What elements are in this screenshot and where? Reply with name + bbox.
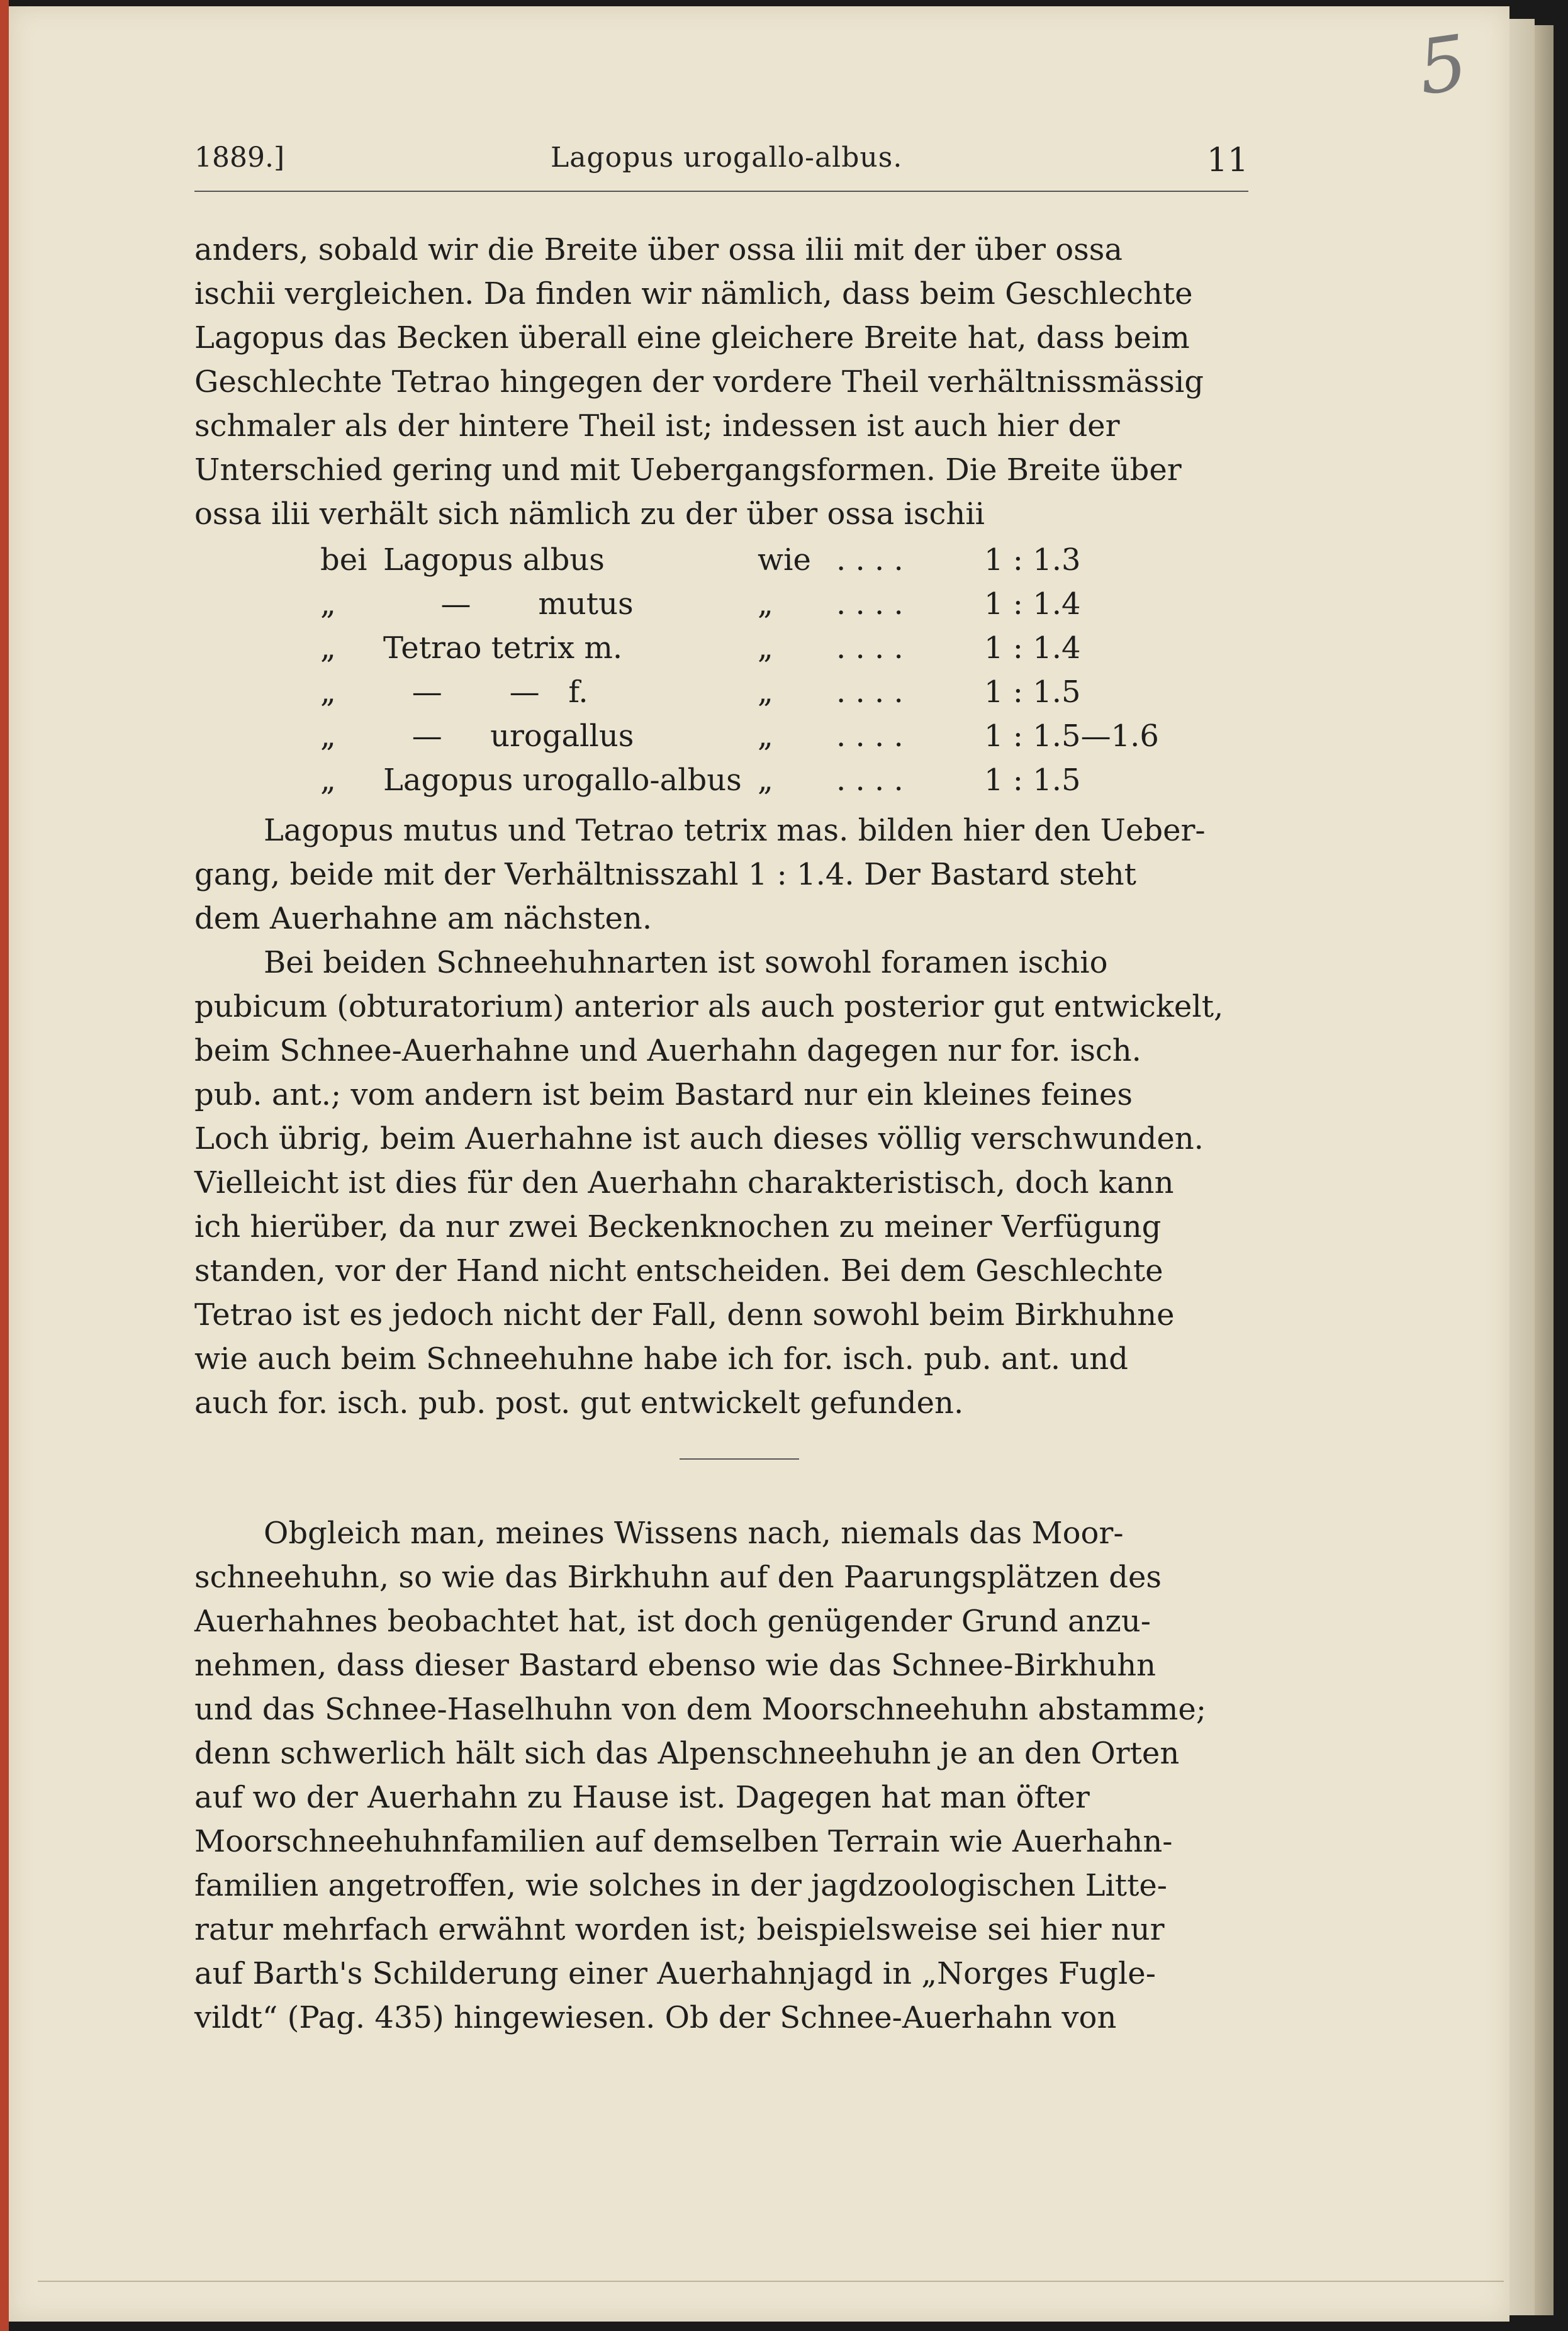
- text-line: nehmen, dass dieser Bastard ebenso wie das Schnee-Birkhuhn: [194, 1648, 1156, 1683]
- row-prefix: „: [320, 586, 336, 622]
- text-line: gang, beide mit der Verhältnisszahl 1 : 1.4. Der Bastard steht: [194, 857, 1136, 892]
- row-comparator: „: [758, 718, 773, 754]
- leader-dots: . . . .: [836, 718, 904, 754]
- text-line: denn schwerlich hält sich das Alpenschneehuhn je an den Orten: [194, 1736, 1180, 1771]
- row-comparator: „: [758, 586, 773, 622]
- text-line: schneehuhn, so wie das Birkhuhn auf den Paarungsplätzen des: [194, 1560, 1162, 1595]
- text-line: dem Auerhahne am nächsten.: [194, 901, 652, 936]
- ratio-value: 1 : 1.5: [984, 763, 1081, 798]
- text-line: Bei beiden Schneehuhnarten ist sowohl foramen ischio: [264, 945, 1108, 980]
- row-prefix: „: [320, 718, 336, 754]
- leader-dots: . . . .: [836, 674, 904, 710]
- paragraph-1: [194, 228, 1248, 536]
- page-number: 11: [1206, 142, 1248, 179]
- page-stack-edge: [1509, 19, 1535, 2315]
- table-row: [194, 674, 1248, 718]
- ratio-value: 1 : 1.4: [984, 586, 1081, 622]
- row-comparator: „: [758, 674, 773, 710]
- row-prefix: „: [320, 630, 336, 666]
- text-line: Vielleicht ist dies für den Auerhahn charakteristisch, doch kann: [194, 1165, 1174, 1200]
- row-comparator: „: [758, 630, 773, 666]
- text-line: auch for. isch. pub. post. gut entwickelt gefunden.: [194, 1385, 964, 1421]
- text-line: vildt“ (Pag. 435) hingewiesen. Ob der Schnee-Auerhahn von: [194, 2000, 1117, 2035]
- text-line: pub. ant.; vom andern ist beim Bastard nur ein kleines feines: [194, 1077, 1133, 1112]
- leader-dots: . . . .: [836, 542, 904, 578]
- table-row: [194, 586, 1248, 630]
- species-name: — — f.: [383, 674, 588, 710]
- ratio-value: 1 : 1.4: [984, 630, 1081, 666]
- row-comparator: wie: [758, 542, 811, 578]
- text-line: Geschlechte Tetrao hingegen der vordere Theil verhältnissmässig: [194, 364, 1204, 400]
- leader-dots: . . . .: [836, 763, 904, 798]
- ratio-table: [194, 542, 1248, 807]
- species-name: — urogallus: [383, 718, 634, 754]
- text-line: ich hierüber, da nur zwei Beckenknochen zu meiner Verfügung: [194, 1209, 1162, 1244]
- table-row: [194, 542, 1248, 586]
- row-comparator: „: [758, 763, 773, 798]
- species-name: Lagopus urogallo-albus: [383, 763, 742, 798]
- leader-dots: . . . .: [836, 630, 904, 666]
- text-line: pubicum (obturatorium) anterior als auch posterior gut entwickelt,: [194, 989, 1224, 1024]
- text-line: auf wo der Auerhahn zu Hause ist. Dagegen hat man öfter: [194, 1780, 1090, 1815]
- text-line: ratur mehrfach erwähnt worden ist; beispielsweise sei hier nur: [194, 1912, 1165, 1947]
- text-line: Obgleich man, meines Wissens nach, niemals das Moor-: [264, 1516, 1124, 1551]
- species-name: Lagopus albus: [383, 542, 605, 578]
- text-line: anders, sobald wir die Breite über ossa ilii mit der über ossa: [194, 232, 1123, 267]
- ratio-value: 1 : 1.3: [984, 542, 1081, 578]
- paragraph-2: [194, 808, 1248, 1425]
- text-line: Loch übrig, beim Auerhahne ist auch dieses völlig verschwunden.: [194, 1121, 1204, 1156]
- header-rule: [194, 191, 1248, 192]
- text-line: Moorschneehuhnfamilien auf demselben Terrain wie Auerhahn-: [194, 1824, 1173, 1859]
- ratio-value: 1 : 1.5: [984, 674, 1081, 710]
- text-line: Lagopus mutus und Tetrao tetrix mas. bilden hier den Ueber-: [264, 813, 1206, 848]
- header-year: 1889.]: [194, 142, 285, 174]
- text-line: schmaler als der hintere Theil ist; indessen ist auch hier der: [194, 408, 1120, 444]
- text-line: beim Schnee-Auerhahne und Auerhahn dagegen nur for. isch.: [194, 1033, 1141, 1068]
- text-line: Tetrao ist es jedoch nicht der Fall, denn sowohl beim Birkhuhne: [194, 1297, 1175, 1333]
- row-prefix: bei: [320, 542, 367, 578]
- text-line: wie auch beim Schneehuhne habe ich for. isch. pub. ant. und: [194, 1341, 1128, 1377]
- book-spine-edge: [0, 0, 9, 2331]
- table-row: [194, 718, 1248, 763]
- row-prefix: „: [320, 674, 336, 710]
- text-line: standen, vor der Hand nicht entscheiden. Bei dem Geschlechte: [194, 1253, 1163, 1288]
- table-row: [194, 630, 1248, 674]
- section-divider: [680, 1458, 799, 1460]
- table-row: [194, 763, 1248, 807]
- text-line: und das Schnee-Haselhuhn von dem Moorschneehuhn abstamme;: [194, 1692, 1206, 1727]
- row-prefix: „: [320, 763, 336, 798]
- pencil-page-mark: 5: [1413, 19, 1473, 113]
- text-line: Unterschied gering und mit Uebergangsformen. Die Breite über: [194, 452, 1182, 488]
- text-line: ossa ilii verhält sich nämlich zu der über ossa ischii: [194, 496, 985, 532]
- running-header: [194, 135, 1248, 186]
- ratio-value: 1 : 1.5—1.6: [984, 718, 1159, 754]
- header-title: Lagopus urogallo-albus.: [551, 142, 903, 174]
- text-line: Auerhahnes beobachtet hat, ist doch genügender Grund anzu-: [194, 1604, 1151, 1639]
- page-bottom-crease: [38, 2281, 1504, 2282]
- paragraph-3: [194, 1511, 1248, 2040]
- species-name: — mutus: [383, 586, 634, 622]
- text-line: ischii vergleichen. Da finden wir nämlich, dass beim Geschlechte: [194, 276, 1193, 311]
- text-line: Lagopus das Becken überall eine gleichere Breite hat, dass beim: [194, 320, 1190, 355]
- species-name: Tetrao tetrix m.: [383, 630, 623, 666]
- text-line: auf Barth's Schilderung einer Auerhahnjagd in „Norges Fugle-: [194, 1956, 1156, 1991]
- leader-dots: . . . .: [836, 586, 904, 622]
- text-line: familien angetroffen, wie solches in der jagdzoologischen Litte-: [194, 1868, 1168, 1903]
- page-stack-shadow: [1535, 25, 1554, 2315]
